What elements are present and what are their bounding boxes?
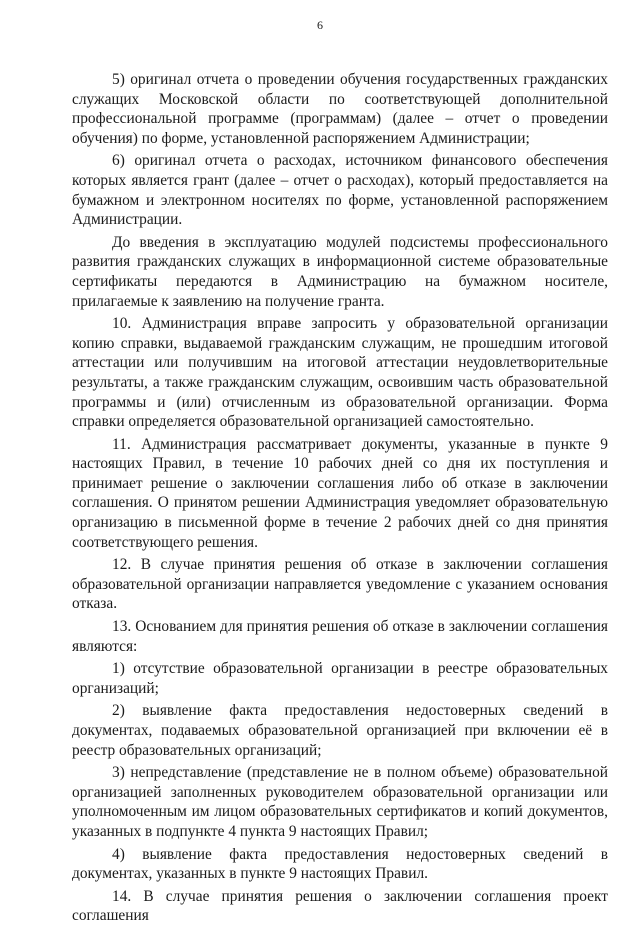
paragraph-6-expenses: 6) оригинал отчета о расходах, источником финансового обеспечения которых является грант (далее – отчет о расходах), который предоставляется на бумажном и электронном носителях по форме, установленной распоряжением Администрации. (72, 152, 608, 229)
paragraph-13-item-2: 2) выявление факта предоставления недостоверных сведений в документах, подаваемых образовательной организацией при включении её в реестр образовательных организаций; (72, 702, 608, 759)
paragraph-certificates: До введения в эксплуатацию модулей подсистемы профессионального развития гражданских служащих в информационной системе образовательные сертификаты передаются в Администрацию на бумажном носителе, прилагаемые к заявлению на получение гранта. (72, 233, 608, 310)
document-body (72, 70, 608, 929)
paragraph-5-report: 5) оригинал отчета о проведении обучения государственных гражданских служащих Московской области по соответствующей дополнительной профессиональной программе (программам) (далее – отчет о проведении обучения) по форме, установленной распоряжением Администрации; (72, 71, 608, 147)
paragraph-13-item-4: 4) выявление факта предоставления недостоверных сведений в документах, указанных в пункте 9 настоящих Правил. (72, 845, 608, 883)
paragraph-14: 14. В случае принятия решения о заключении соглашения проект соглашения (72, 887, 608, 925)
paragraph-11: 11. Администрация рассматривает документы, указанные в пункте 9 настоящих Правил, в течение 10 рабочих дней со дня их поступления и принимает решение о заключении соглашения либо об отказе в заключении соглашения. О принятом решении Администрация уведомляет образовательную организацию в письменной форме в течение 2 рабочих дней со дня принятия соответствующего решения. (72, 435, 608, 551)
paragraph-10: 10. Администрация вправе запросить у образовательной организации копию справки, выдаваемой гражданским служащим, не прошедшим итоговой аттестации или получившим на итоговой аттестации неудовлетворительные результаты, а также гражданским служащим, освоившим часть образовательной программы и (или) отчисленным из образовательной организации. Форма справки определяется образовательной организацией самостоятельно. (72, 315, 608, 431)
paragraph-13: 13. Основанием для принятия решения об отказе в заключении соглашения являются: (72, 618, 608, 655)
paragraph-13-item-1: 1) отсутствие образовательной организации в реестре образовательных организаций; (72, 660, 608, 697)
paragraph-13-item-3: 3) непредставление (представление не в полном объеме) образовательной организацией заполненных руководителем образовательной организации или уполномоченным им лицом образовательных сертификатов и копий документов, указанных в подпункте 4 пункта 9 настоящих Правил; (72, 764, 608, 840)
page-number: 6 (317, 18, 323, 32)
paragraph-12: 12. В случае принятия решения об отказе в заключении соглашения образовательной организации направляется уведомление с указанием основания отказа. (72, 556, 608, 613)
